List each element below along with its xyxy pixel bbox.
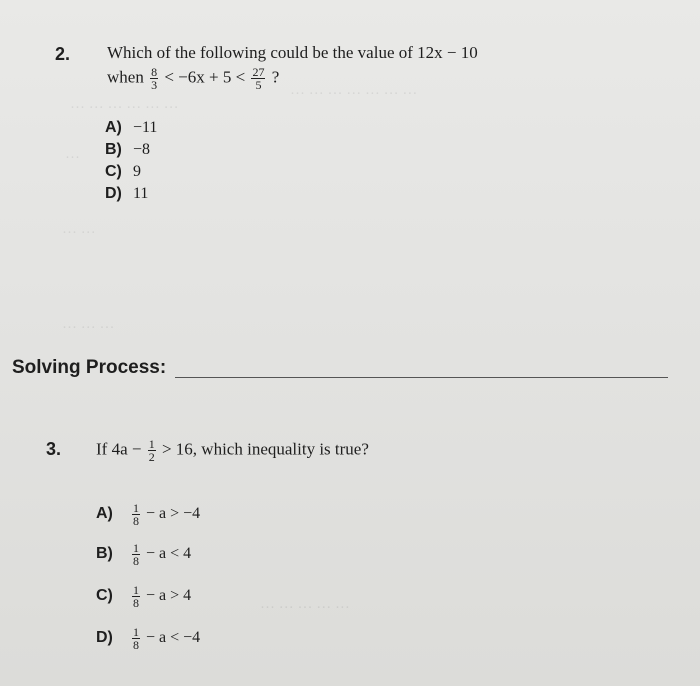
choice-letter: D) <box>105 185 122 202</box>
choice-letter: C) <box>105 163 122 180</box>
stem-text: > 16, which inequality is true? <box>161 439 369 459</box>
answer-choice-b[interactable] <box>105 141 150 159</box>
when-text: when <box>107 67 144 87</box>
choice-expression: − a < −4 <box>146 629 201 647</box>
choice-letter: C) <box>96 587 113 605</box>
fraction: $\frac{1}{8}$ <box>133 625 139 652</box>
answer-choice-d[interactable] <box>105 185 148 203</box>
bleed-through-text: ··· <box>65 150 80 166</box>
choice-letter: B) <box>105 141 122 158</box>
answer-choice-c[interactable] <box>105 163 141 181</box>
answer-choice-c[interactable] <box>96 584 191 609</box>
question-number: 3. <box>46 439 62 459</box>
answer-line[interactable] <box>175 377 668 378</box>
answer-choice-a[interactable] <box>105 119 157 137</box>
choice-value: 11 <box>133 185 149 202</box>
stem-text: Which of the following could be the value of <box>107 43 413 62</box>
choice-value: −11 <box>133 119 158 136</box>
choice-expression: − a < 4 <box>146 545 192 563</box>
choice-value: −8 <box>133 141 151 158</box>
choice-letter: D) <box>96 629 113 647</box>
answer-choice-a[interactable] <box>96 502 200 527</box>
question-stem <box>107 43 478 63</box>
choice-expression: − a > −4 <box>146 505 201 523</box>
bleed-through-text: ··· ··· ··· ··· ··· ··· <box>70 100 179 116</box>
fraction: $\frac{1}{8}$ <box>133 501 139 528</box>
inequality-middle: < −6x + 5 < <box>164 67 246 87</box>
fraction: $\frac{8}{3}$ <box>151 65 158 92</box>
question-mark: ? <box>271 67 280 87</box>
bleed-through-text: ··· ··· ··· ··· ··· ··· ··· <box>290 86 418 102</box>
question-number: 2. <box>55 44 71 64</box>
solving-process-label: Solving Process: <box>12 357 167 378</box>
fraction: $\frac{27}{5}$ <box>252 65 265 92</box>
choice-letter: A) <box>96 505 113 523</box>
bleed-through-text: ··· ··· <box>62 225 96 241</box>
bleed-through-text: ··· ··· ··· <box>62 320 115 336</box>
fraction: $\frac{1}{8}$ <box>133 541 139 568</box>
fraction: $\frac{1}{2}$ <box>148 437 155 464</box>
expression: 12x − 10 <box>417 43 478 62</box>
choice-letter: A) <box>105 119 122 136</box>
fraction: $\frac{1}{8}$ <box>133 583 139 610</box>
choice-letter: B) <box>96 545 113 563</box>
bleed-through-text: ··· ··· ··· ··· ··· <box>260 600 350 616</box>
stem-text: If 4a − <box>96 439 142 459</box>
answer-choice-d[interactable] <box>96 626 200 651</box>
answer-choice-b[interactable] <box>96 542 191 567</box>
choice-value: 9 <box>133 163 141 180</box>
choice-expression: − a > 4 <box>146 587 192 605</box>
question-condition <box>107 66 279 91</box>
question-stem <box>96 438 369 463</box>
